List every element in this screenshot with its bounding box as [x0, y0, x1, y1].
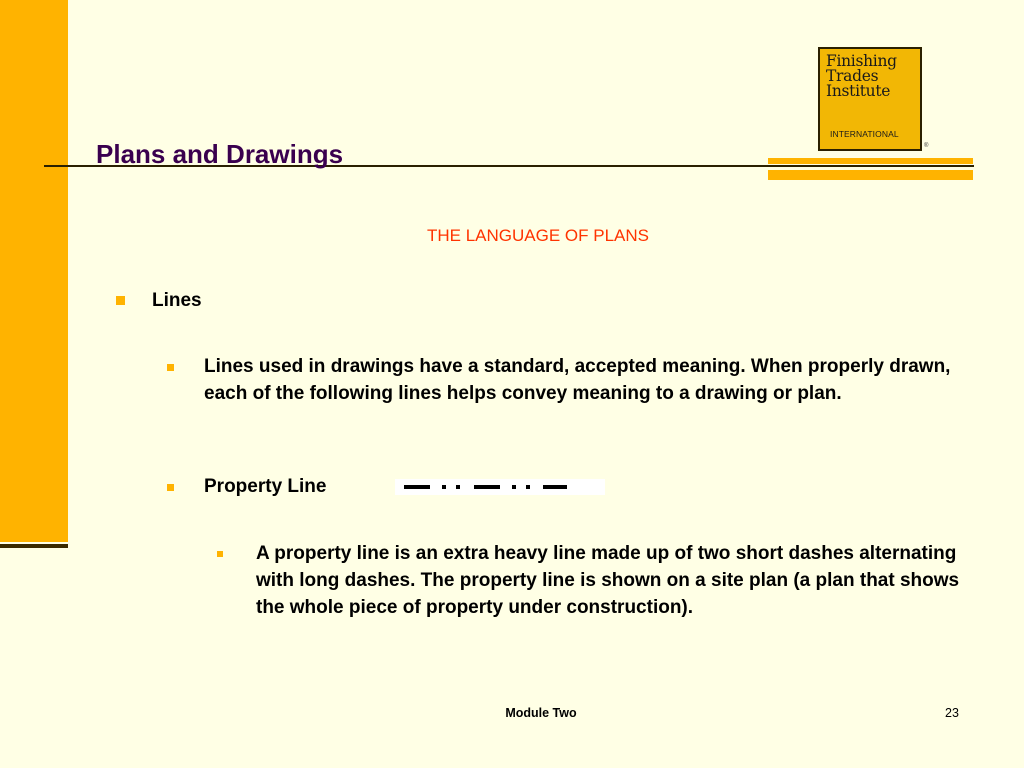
short-dash	[442, 485, 446, 489]
long-dash	[474, 485, 500, 489]
left-accent-band	[0, 0, 68, 542]
accent-bar-bottom	[768, 170, 973, 180]
accent-bar-top	[768, 158, 973, 164]
page-number: 23	[945, 706, 959, 720]
bullet-square-icon	[217, 551, 223, 557]
bullet-lines-label: Lines	[152, 290, 202, 311]
left-band-divider	[0, 544, 68, 548]
bullet-square-icon	[167, 484, 174, 491]
short-dash	[512, 485, 516, 489]
bullet-property-line-label: Property Line	[204, 476, 327, 497]
long-dash	[404, 485, 430, 489]
property-line-sample	[395, 479, 605, 495]
slide-subtitle: THE LANGUAGE OF PLANS	[427, 226, 649, 245]
short-dash	[526, 485, 530, 489]
long-dash	[543, 485, 567, 489]
bullet-square-icon	[167, 364, 174, 371]
logo-line-2: Trades	[826, 67, 879, 85]
logo-line-3: Institute	[826, 82, 891, 100]
logo-subtitle: INTERNATIONAL	[830, 129, 899, 139]
bullet-square-icon	[116, 296, 125, 305]
bullet-property-line-description: A property line is an extra heavy line made up of two short dashes alternating with long dashes. The property line is shown on a site plan (a plan that shows the whole piece of property under construction).	[256, 543, 960, 618]
short-dash	[456, 485, 460, 489]
logo-line-1: Finishing	[826, 52, 897, 70]
bullet-lines-description: Lines used in drawings have a standard, accepted meaning. When properly drawn, each of the following lines helps convey meaning to a drawing or plan.	[204, 356, 951, 404]
registered-mark: ®	[924, 143, 929, 149]
logo-wordmark	[826, 54, 897, 99]
slide-title: Plans and Drawings	[96, 139, 344, 169]
institute-logo	[818, 47, 922, 151]
footer-module: Module Two	[505, 706, 577, 720]
